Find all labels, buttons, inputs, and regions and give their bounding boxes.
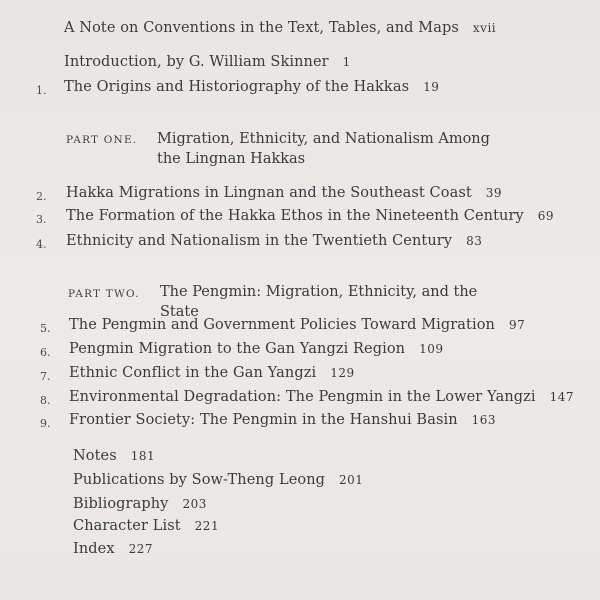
- toc-entry-page: 97: [508, 318, 526, 332]
- toc-entry-chapter-6: [69, 341, 444, 357]
- chapter-number: 5.: [40, 322, 51, 335]
- toc-entry-chapter-3: [66, 208, 554, 224]
- part-two-title: The Pengmin: Migration, Ethnicity, and the State: [160, 284, 478, 320]
- toc-entry-chapter-8: [69, 389, 574, 405]
- toc-entry-page: 181: [130, 449, 156, 463]
- toc-entry-page: 201: [339, 473, 364, 487]
- toc-entry-title: The Origins and Historiography of the Hakkas: [64, 79, 410, 95]
- toc-entry-title: Environmental Degradation: The Pengmin in the Lower Yangzi: [69, 389, 536, 405]
- toc-entry-chapter-5: [69, 317, 525, 333]
- toc-entry-title: Notes: [73, 448, 117, 464]
- toc-entry-index: [73, 541, 153, 557]
- toc-entry-page: 83: [466, 234, 483, 248]
- toc-entry-page: 19: [423, 80, 440, 94]
- toc-entry-chapter-2: [66, 185, 502, 201]
- toc-entry-page: 39: [485, 186, 503, 200]
- part-one-label: PART ONE.: [66, 134, 138, 146]
- toc-entry-introduction: [64, 54, 351, 70]
- toc-entry-title: Bibliography: [73, 496, 169, 512]
- toc-entry-title: Hakka Migrations in Lingnan and the Southeast Coast: [66, 185, 472, 201]
- toc-entry-title: Ethnic Conflict in the Gan Yangzi: [69, 365, 317, 381]
- toc-entry-chapter-9: [69, 412, 496, 428]
- toc-entry-page: 129: [330, 366, 355, 380]
- chapter-number: 1.: [36, 84, 47, 97]
- chapter-number: 3.: [36, 213, 47, 226]
- toc-entry-chapter-7: [69, 365, 355, 381]
- chapter-number: 6.: [40, 346, 51, 359]
- chapter-number: 7.: [40, 370, 51, 383]
- toc-entry-conventions: [64, 20, 496, 36]
- part-two-label: PART TWO.: [68, 288, 140, 300]
- chapter-number: 2.: [36, 190, 47, 203]
- toc-entry-page: 147: [549, 390, 575, 404]
- toc-entry-chapter-1: [64, 79, 439, 95]
- toc-entry-title: The Pengmin and Government Policies Toward Migration: [69, 317, 495, 333]
- chapter-number: 9.: [40, 417, 51, 430]
- toc-entry-bibliography: [73, 496, 207, 512]
- part-one-title: Migration, Ethnicity, and Nationalism Among the Lingnan Hakkas: [157, 131, 490, 167]
- toc-entry-title: Introduction, by G. William Skinner: [64, 54, 329, 70]
- toc-entry-page: 227: [128, 542, 154, 556]
- toc-entry-title: Character List: [73, 518, 181, 534]
- toc-entry-character-list: [73, 518, 219, 534]
- toc-entry-notes: [73, 448, 155, 464]
- toc-entry-page: 163: [471, 413, 497, 427]
- toc-entry-title: Ethnicity and Nationalism in the Twentieth Century: [66, 233, 453, 249]
- toc-entry-publications: [73, 472, 363, 488]
- toc-entry-page: 203: [182, 497, 207, 511]
- toc-entry-title: Index: [73, 541, 115, 557]
- toc-entry-chapter-4: [66, 233, 482, 249]
- toc-entry-page: 69: [537, 209, 555, 223]
- toc-entry-page: 109: [419, 342, 444, 356]
- toc-entry-title: The Formation of the Hakka Ethos in the Nineteenth Century: [66, 208, 524, 224]
- toc-entry-title: A Note on Conventions in the Text, Tables, and Maps: [64, 20, 459, 36]
- toc-entry-title: Frontier Society: The Pengmin in the Hanshui Basin: [69, 412, 458, 428]
- toc-entry-title: Pengmin Migration to the Gan Yangzi Region: [69, 341, 406, 357]
- toc-entry-page: xvii: [472, 21, 497, 35]
- chapter-number: 8.: [40, 394, 51, 407]
- toc-entry-page: 1: [342, 55, 351, 69]
- toc-entry-title: Publications by Sow-Theng Leong: [73, 472, 326, 488]
- toc-entry-page: 221: [194, 519, 220, 533]
- chapter-number: 4.: [36, 238, 47, 251]
